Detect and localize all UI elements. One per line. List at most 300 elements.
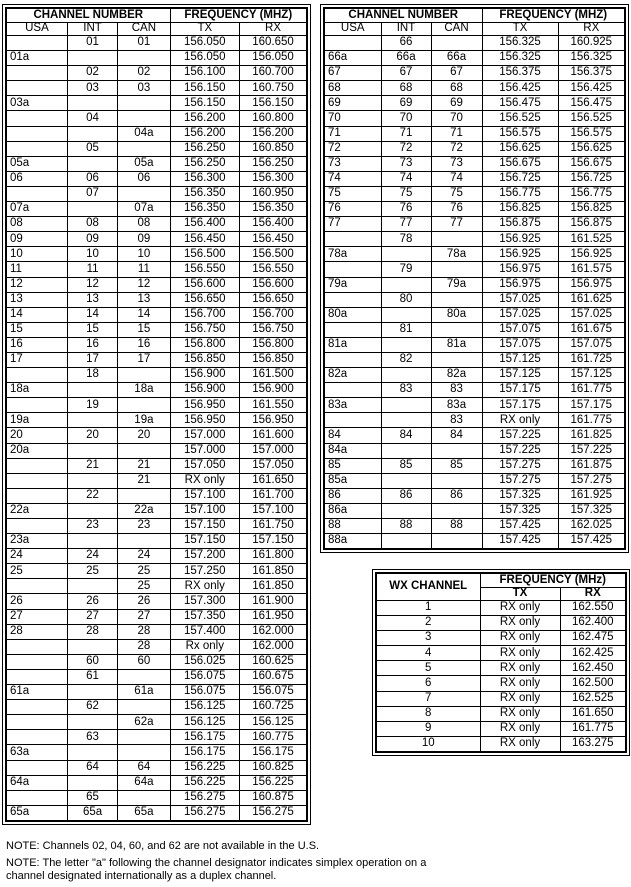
wx-row	[376, 631, 626, 646]
can-cell	[118, 745, 170, 760]
can-cell: 79a	[431, 277, 482, 292]
rx-cell: 156.275	[240, 805, 307, 821]
tx-cell: 157.150	[170, 534, 239, 549]
usa-cell	[6, 579, 67, 594]
table-row	[6, 368, 307, 383]
table-row	[6, 398, 307, 413]
tx-cell: RX only	[480, 676, 560, 691]
can-cell: 19a	[118, 413, 170, 428]
int-cell: 83	[381, 383, 431, 398]
can-cell	[118, 96, 170, 111]
int-cell: 84	[381, 428, 431, 443]
rx-cell: 156.425	[558, 81, 625, 96]
usa-cell	[324, 36, 381, 51]
int-cell: 81	[381, 322, 431, 337]
int-cell: 66a	[381, 51, 431, 66]
tx-cell: 156.775	[482, 186, 558, 201]
tx-cell: 156.200	[170, 126, 239, 141]
usa-cell: 27	[6, 609, 67, 624]
can-cell: 83a	[431, 398, 482, 413]
int-cell: 07	[67, 186, 117, 201]
rx-cell: 162.425	[560, 646, 626, 661]
usa-cell	[6, 186, 67, 201]
usa-cell	[6, 790, 67, 805]
int-cell: 24	[67, 549, 117, 564]
can-cell	[431, 262, 482, 277]
int-cell: 11	[67, 262, 117, 277]
usa-cell: 15	[6, 322, 67, 337]
rx-cell: 156.325	[558, 51, 625, 66]
table-row	[6, 383, 307, 398]
can-cell	[118, 669, 170, 684]
tx-cell: 156.950	[170, 413, 239, 428]
usa-cell: 88a	[324, 534, 381, 550]
note-simplex-line2: channel designated internationally as a duplex channel.	[6, 870, 277, 882]
rx-cell: 157.225	[558, 443, 625, 458]
table-row	[324, 292, 625, 307]
usa-cell: 06	[6, 171, 67, 186]
table-row	[324, 232, 625, 247]
usa-cell	[6, 458, 67, 473]
rx-cell: 161.725	[558, 352, 625, 367]
usa-cell: 20a	[6, 443, 67, 458]
tx-cell: RX only	[480, 691, 560, 706]
int-cell: 69	[381, 96, 431, 111]
tx-cell: 157.200	[170, 549, 239, 564]
tx-cell: 157.400	[170, 624, 239, 639]
tx-cell: 156.200	[170, 111, 239, 126]
int-cell: 05	[67, 141, 117, 156]
int-cell: 01	[67, 36, 117, 51]
can-cell: 75	[431, 186, 482, 201]
tx-cell: 156.975	[482, 277, 558, 292]
rx-cell: 157.025	[558, 307, 625, 322]
can-cell: 72	[431, 141, 482, 156]
can-cell	[431, 352, 482, 367]
tx-cell: 157.125	[482, 368, 558, 383]
rx-cell: 156.125	[240, 715, 307, 730]
usa-cell	[6, 66, 67, 81]
can-cell	[118, 488, 170, 503]
int-cell	[67, 503, 117, 518]
rx-cell: 161.775	[558, 383, 625, 398]
int-cell: 16	[67, 337, 117, 352]
rx-cell: 156.600	[240, 277, 307, 292]
int-cell	[67, 51, 117, 66]
table-row	[6, 549, 307, 564]
tx-cell: 156.150	[170, 96, 239, 111]
wx-row	[376, 721, 626, 736]
int-cell	[381, 503, 431, 518]
rx-cell: 161.850	[240, 579, 307, 594]
can-cell: 18a	[118, 383, 170, 398]
int-cell	[67, 202, 117, 217]
wx-channel-cell: 3	[376, 631, 480, 646]
tx-cell: 156.475	[482, 96, 558, 111]
tx-cell: 156.125	[170, 715, 239, 730]
tx-cell: 156.575	[482, 126, 558, 141]
rx-cell: 157.075	[558, 337, 625, 352]
int-cell: 86	[381, 488, 431, 503]
table-row	[6, 141, 307, 156]
tx-cell: 157.125	[482, 352, 558, 367]
tx-cell: RX only	[480, 721, 560, 736]
rx-cell: 161.700	[240, 488, 307, 503]
rx-cell: 156.900	[240, 383, 307, 398]
can-cell: 11	[118, 262, 170, 277]
usa-cell: 78a	[324, 247, 381, 262]
table-row	[6, 458, 307, 473]
tx-cell: 157.175	[482, 398, 558, 413]
rx-cell: 161.775	[560, 721, 626, 736]
tx-cell: 156.350	[170, 202, 239, 217]
int-cell: 62	[67, 700, 117, 715]
rx-cell: 157.425	[558, 534, 625, 550]
rx-cell: 156.825	[558, 202, 625, 217]
tx-cell: 156.150	[170, 81, 239, 96]
int-cell	[67, 639, 117, 654]
table-row	[6, 654, 307, 669]
tx-cell: RX only	[480, 646, 560, 661]
rx-cell: 156.375	[558, 66, 625, 81]
can-cell: 78a	[431, 247, 482, 262]
usa-cell: 79a	[324, 277, 381, 292]
tx-cell: 156.925	[482, 247, 558, 262]
wx-channel-cell: 9	[376, 721, 480, 736]
int-cell: 61	[67, 669, 117, 684]
usa-cell: 84	[324, 428, 381, 443]
tx-cell: 156.175	[170, 730, 239, 745]
can-cell: 08	[118, 217, 170, 232]
table-row	[324, 81, 625, 96]
usa-cell: 28	[6, 624, 67, 639]
rx-cell: 156.625	[558, 141, 625, 156]
rx-cell: 156.850	[240, 352, 307, 367]
rx-cell: 161.650	[240, 473, 307, 488]
wx-row	[376, 691, 626, 706]
can-cell: 12	[118, 277, 170, 292]
tx-cell: 156.100	[170, 66, 239, 81]
usa-cell: 11	[6, 262, 67, 277]
usa-cell	[6, 488, 67, 503]
table-row	[6, 156, 307, 171]
int-cell: 09	[67, 232, 117, 247]
rx-cell: 161.750	[240, 519, 307, 534]
tx-cell: RX only	[480, 736, 560, 752]
usa-cell: 71	[324, 126, 381, 141]
table-row	[324, 458, 625, 473]
usa-cell: 69	[324, 96, 381, 111]
int-cell: 85	[381, 458, 431, 473]
can-header: CAN	[431, 23, 482, 36]
int-cell: 65	[67, 790, 117, 805]
rx-cell: 156.975	[558, 277, 625, 292]
table-row	[324, 473, 625, 488]
rx-cell: 161.575	[558, 262, 625, 277]
usa-cell	[6, 654, 67, 669]
tx-cell: 156.050	[170, 36, 239, 51]
table-row	[324, 428, 625, 443]
int-cell: 65a	[67, 805, 117, 821]
tx-cell: 156.275	[170, 790, 239, 805]
int-cell: 63	[67, 730, 117, 745]
table-row	[6, 639, 307, 654]
tx-cell: 157.250	[170, 564, 239, 579]
can-cell	[118, 730, 170, 745]
table-row	[6, 564, 307, 579]
rx-cell: 157.275	[558, 473, 625, 488]
rx-cell: 157.175	[558, 398, 625, 413]
rx-cell: 156.925	[558, 247, 625, 262]
tx-cell: 156.025	[170, 654, 239, 669]
note-simplex	[6, 857, 426, 883]
int-cell: 04	[67, 111, 117, 126]
rx-cell: 161.900	[240, 594, 307, 609]
table-row	[6, 473, 307, 488]
tx-cell: 156.250	[170, 141, 239, 156]
table-row	[6, 126, 307, 141]
usa-cell: 74	[324, 171, 381, 186]
tx-cell: 157.175	[482, 383, 558, 398]
rx-cell: 162.400	[560, 616, 626, 631]
channel-number-header: CHANNEL NUMBER	[6, 8, 170, 23]
tx-cell: 157.025	[482, 292, 558, 307]
rx-cell: 156.075	[240, 685, 307, 700]
int-cell: 82	[381, 352, 431, 367]
tx-cell: 157.075	[482, 322, 558, 337]
table-row	[6, 730, 307, 745]
usa-cell: 09	[6, 232, 67, 247]
int-cell: 26	[67, 594, 117, 609]
can-cell: 16	[118, 337, 170, 352]
can-cell: 61a	[118, 685, 170, 700]
table-row	[324, 368, 625, 383]
usa-cell	[6, 81, 67, 96]
table-row	[6, 579, 307, 594]
rx-cell: 161.625	[558, 292, 625, 307]
usa-cell: 67	[324, 66, 381, 81]
can-cell: 21	[118, 458, 170, 473]
table-row	[324, 337, 625, 352]
usa-cell	[6, 36, 67, 51]
usa-cell	[6, 519, 67, 534]
can-cell: 66a	[431, 51, 482, 66]
tx-cell: 156.325	[482, 36, 558, 51]
tx-cell: 157.350	[170, 609, 239, 624]
usa-cell	[6, 473, 67, 488]
int-cell: 28	[67, 624, 117, 639]
int-cell	[67, 383, 117, 398]
tx-cell: 156.950	[170, 398, 239, 413]
tx-cell: 156.375	[482, 66, 558, 81]
wx-rx-header: RX	[560, 588, 626, 601]
rx-cell: 156.550	[240, 262, 307, 277]
rx-cell: 160.625	[240, 654, 307, 669]
usa-cell	[6, 398, 67, 413]
table-row	[324, 51, 625, 66]
tx-cell: RX only	[170, 473, 239, 488]
usa-cell	[6, 111, 67, 126]
rx-cell: 156.575	[558, 126, 625, 141]
usa-cell: 70	[324, 111, 381, 126]
can-cell: 09	[118, 232, 170, 247]
table-row	[324, 217, 625, 232]
table-row	[6, 186, 307, 201]
int-cell: 88	[381, 519, 431, 534]
table-row	[324, 66, 625, 81]
rx-cell: 156.525	[558, 111, 625, 126]
table-row	[324, 519, 625, 534]
tx-cell: 156.450	[170, 232, 239, 247]
table-row	[6, 111, 307, 126]
can-cell: 76	[431, 202, 482, 217]
table-row	[324, 398, 625, 413]
tx-cell: RX only	[170, 579, 239, 594]
tx-cell: 156.300	[170, 171, 239, 186]
int-cell	[67, 473, 117, 488]
table-row	[6, 669, 307, 684]
tx-cell: 156.075	[170, 669, 239, 684]
usa-cell: 24	[6, 549, 67, 564]
wx-channel-cell: 5	[376, 661, 480, 676]
rx-cell: 156.200	[240, 126, 307, 141]
int-cell: 21	[67, 458, 117, 473]
int-cell	[381, 473, 431, 488]
can-cell: 25	[118, 564, 170, 579]
table-row	[6, 36, 307, 51]
int-cell: 73	[381, 156, 431, 171]
int-cell: 25	[67, 564, 117, 579]
table-row	[6, 81, 307, 96]
usa-cell: 14	[6, 307, 67, 322]
int-cell: 71	[381, 126, 431, 141]
int-cell: 18	[67, 368, 117, 383]
rx-cell: 162.475	[560, 631, 626, 646]
can-cell: 71	[431, 126, 482, 141]
can-cell: 28	[118, 624, 170, 639]
int-cell: 75	[381, 186, 431, 201]
usa-cell	[6, 141, 67, 156]
table-row	[6, 715, 307, 730]
int-cell: 64	[67, 760, 117, 775]
usa-cell	[6, 730, 67, 745]
usa-cell	[324, 232, 381, 247]
rx-cell: 156.875	[558, 217, 625, 232]
rx-cell: 160.650	[240, 36, 307, 51]
can-cell	[118, 790, 170, 805]
can-cell	[118, 141, 170, 156]
int-cell: 78	[381, 232, 431, 247]
table-row	[6, 685, 307, 700]
int-cell: 20	[67, 428, 117, 443]
can-cell: 21	[118, 473, 170, 488]
rx-cell: 157.000	[240, 443, 307, 458]
can-cell: 64a	[118, 775, 170, 790]
int-cell: 10	[67, 247, 117, 262]
usa-cell: 03a	[6, 96, 67, 111]
usa-cell: 26	[6, 594, 67, 609]
rx-cell: 160.700	[240, 66, 307, 81]
rx-cell: 161.675	[558, 322, 625, 337]
int-cell: 74	[381, 171, 431, 186]
frequency-header: FREQUENCY (MHZ)	[170, 8, 307, 23]
rx-cell: 161.650	[560, 706, 626, 721]
table-row	[324, 503, 625, 518]
table-row	[6, 775, 307, 790]
rx-cell: 162.500	[560, 676, 626, 691]
int-cell: 13	[67, 292, 117, 307]
can-cell: 28	[118, 639, 170, 654]
can-cell: 07a	[118, 202, 170, 217]
rx-cell: 160.775	[240, 730, 307, 745]
usa-cell: 18a	[6, 383, 67, 398]
table-row	[6, 594, 307, 609]
wx-row	[376, 616, 626, 631]
wx-row	[376, 706, 626, 721]
note-simplex-line1: NOTE: The letter "a" following the channel designator indicates simplex operation on a	[6, 857, 427, 869]
int-cell: 68	[381, 81, 431, 96]
usa-cell: 65a	[6, 805, 67, 821]
table-row	[6, 503, 307, 518]
table-row	[6, 700, 307, 715]
tx-cell: 157.150	[170, 519, 239, 534]
tx-cell: 157.300	[170, 594, 239, 609]
rx-cell: 161.925	[558, 488, 625, 503]
usa-cell	[6, 669, 67, 684]
rx-cell: 156.650	[240, 292, 307, 307]
can-cell: 24	[118, 549, 170, 564]
usa-cell: 13	[6, 292, 67, 307]
tx-cell: 156.525	[482, 111, 558, 126]
tx-cell: 156.175	[170, 745, 239, 760]
table-row	[6, 413, 307, 428]
can-cell	[118, 700, 170, 715]
can-cell	[431, 534, 482, 550]
table-row	[6, 202, 307, 217]
can-cell: 62a	[118, 715, 170, 730]
rx-cell: 156.400	[240, 217, 307, 232]
wx-channel-cell: 6	[376, 676, 480, 691]
tx-header: TX	[170, 23, 239, 36]
int-cell	[67, 413, 117, 428]
usa-cell	[6, 639, 67, 654]
usa-cell: 72	[324, 141, 381, 156]
rx-cell: 156.500	[240, 247, 307, 262]
rx-cell: 162.450	[560, 661, 626, 676]
can-cell: 20	[118, 428, 170, 443]
usa-header: USA	[6, 23, 67, 36]
int-cell	[67, 715, 117, 730]
tx-cell: 157.425	[482, 534, 558, 550]
table-row	[324, 413, 625, 428]
int-cell: 79	[381, 262, 431, 277]
usa-cell: 84a	[324, 443, 381, 458]
rx-cell: 156.050	[240, 51, 307, 66]
rx-cell: 156.475	[558, 96, 625, 111]
can-cell	[431, 36, 482, 51]
tx-cell: 156.675	[482, 156, 558, 171]
usa-cell: 25	[6, 564, 67, 579]
usa-cell	[6, 760, 67, 775]
wx-channel-header: WX CHANNEL	[376, 573, 480, 601]
usa-cell: 82a	[324, 368, 381, 383]
int-cell: 02	[67, 66, 117, 81]
table-row	[6, 519, 307, 534]
table-row	[6, 745, 307, 760]
usa-cell: 86	[324, 488, 381, 503]
tx-cell: 156.500	[170, 247, 239, 262]
can-cell: 10	[118, 247, 170, 262]
